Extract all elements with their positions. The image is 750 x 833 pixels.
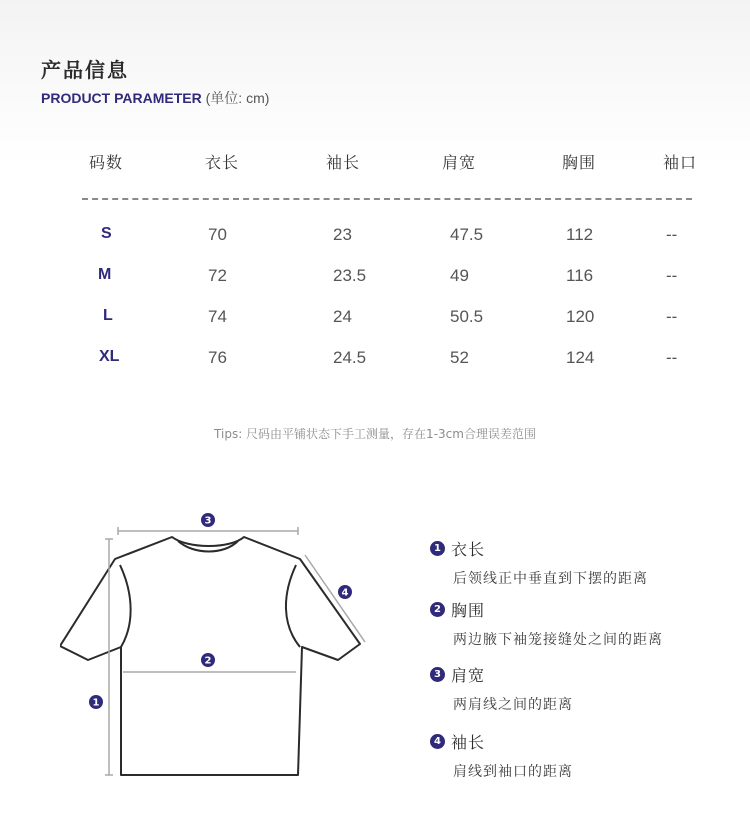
tshirt-measurement-diagram: [60, 505, 380, 790]
marker-length: [89, 695, 103, 709]
sleeve-cell: 24: [333, 307, 352, 326]
legend-description: 肩线到袖口的距离: [453, 764, 573, 780]
sleeve-cell: 23.5: [333, 266, 367, 285]
marker-chest: [201, 653, 215, 667]
size-cell: XL: [99, 348, 120, 365]
column-header-chest: 胸围: [562, 153, 597, 172]
length-cell: 72: [208, 266, 227, 285]
left-armhole-shape: [120, 565, 131, 647]
length-cell: 70: [208, 225, 227, 244]
legend-title: 肩宽: [451, 666, 486, 685]
cuff-cell: --: [666, 307, 678, 326]
length-cell: 76: [208, 348, 227, 367]
marker-sleeve: [338, 585, 352, 599]
legend-title: 衣长: [451, 540, 486, 559]
legend-description: 两肩线之间的距离: [453, 697, 573, 713]
shoulder-cell: 52: [450, 348, 469, 367]
legend-item-sleeve: [430, 730, 573, 781]
chest-cell: 120: [566, 307, 595, 326]
column-header-cuff: 袖口: [663, 153, 698, 172]
chest-cell: 124: [566, 348, 595, 367]
column-header-sleeve: 袖长: [326, 153, 361, 172]
shoulder-cell: 47.5: [450, 225, 484, 244]
legend-description: 两边腋下袖笼接缝处之间的距离: [453, 632, 663, 648]
shoulder-cell: 49: [450, 266, 469, 285]
cuff-cell: --: [666, 225, 678, 244]
sleeve-cell: 24.5: [333, 348, 367, 367]
legend-description: 后领线正中垂直到下摆的距离: [453, 571, 648, 587]
size-cell: M: [98, 266, 112, 283]
cuff-cell: --: [666, 266, 678, 285]
legend-number-badge: 3: [430, 667, 445, 682]
legend-title: 袖长: [451, 733, 486, 752]
shoulder-cell: 50.5: [450, 307, 484, 326]
legend-title: 胸围: [451, 601, 486, 620]
marker-length-label: 1: [92, 697, 100, 709]
size-table: [0, 0, 750, 400]
sleeve-cell: 23: [333, 225, 352, 244]
header-divider: [82, 198, 692, 200]
legend-number-badge: 2: [430, 602, 445, 617]
size-cell: S: [101, 225, 112, 242]
cuff-cell: --: [666, 348, 678, 367]
marker-chest-label: 2: [204, 655, 212, 667]
size-cell: L: [103, 307, 113, 324]
chest-cell: 112: [566, 225, 594, 244]
sleeve-guide-line: [305, 555, 365, 642]
measurement-tips: Tips: 尺码由平铺状态下手工测量，存在1-3cm合理误差范围: [214, 427, 536, 441]
legend-item-chest: [430, 598, 663, 649]
column-header-length: 衣长: [205, 153, 240, 172]
legend-item-length: [430, 537, 648, 588]
legend-number-badge: 4: [430, 734, 445, 749]
column-header-shoulder: 肩宽: [442, 153, 477, 172]
legend-item-shoulder: [430, 663, 573, 714]
marker-shoulder: [201, 513, 215, 527]
subtitle-english: PRODUCT PARAMETER: [41, 90, 202, 106]
marker-sleeve-label: 4: [341, 587, 349, 599]
subtitle-unit: (单位: cm): [205, 90, 270, 106]
legend-number-badge: 1: [430, 541, 445, 556]
right-armhole-shape: [286, 565, 300, 647]
length-cell: 74: [208, 307, 227, 326]
marker-shoulder-label: 3: [204, 515, 212, 527]
page-title: 产品信息: [41, 58, 129, 82]
chest-cell: 116: [566, 266, 594, 285]
column-header-size: 码数: [89, 153, 124, 172]
